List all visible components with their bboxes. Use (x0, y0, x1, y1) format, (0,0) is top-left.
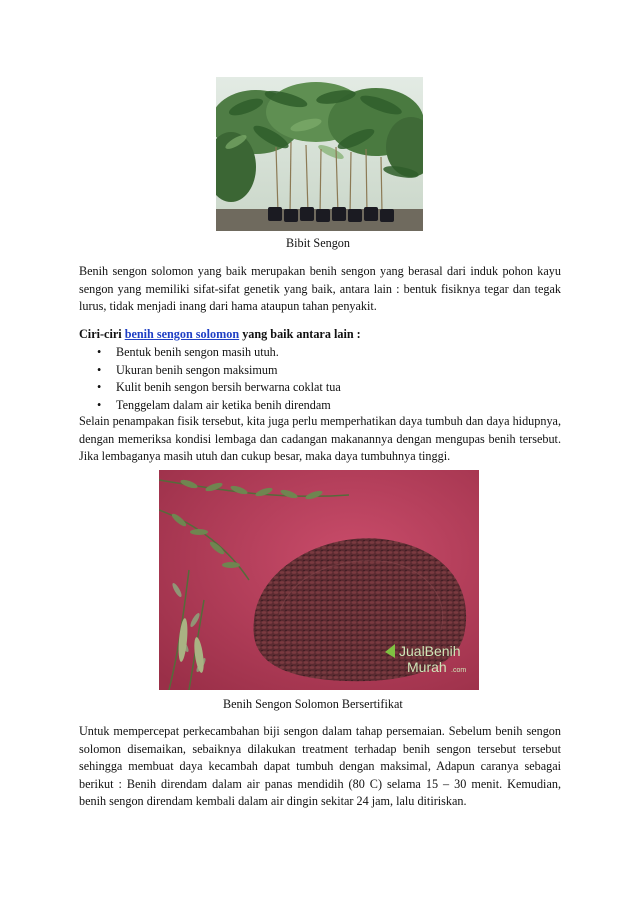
seeds-image (159, 470, 479, 690)
criteria-heading-prefix: Ciri-ciri (79, 327, 125, 341)
seedlings-image (216, 77, 423, 231)
figure-caption-seedlings: Bibit Sengon (286, 236, 350, 250)
list-item: • Tenggelam dalam air ketika benih direndam (79, 397, 341, 415)
watermark-line2: Murah (407, 659, 447, 675)
seedlings-photo (216, 77, 423, 231)
figure-caption-seeds: Benih Sengon Solomon Bersertifikat (223, 697, 403, 711)
list-item: • Ukuran benih sengon maksimum (79, 362, 341, 380)
paragraph-treatment: Untuk mempercepat perkecambahan biji sengon dalam tahap persemaian. Sebelum benih sengon solomon disemaikan, sebaiknya dilakukan treatment terhadap benih sengon tersebut tersebut sehingga membuat daya kecambah dapat tumbuh dengan maksimal, Adapun caranya sebagai berikut : Benih direndam dalam air panas mendidih (80 C) selama 15 – 30 menit. Kemudian, benih sengon direndam kembali dalam air dingin sekitar 24 jam, lalu ditiriskan. (79, 724, 561, 808)
seeds-photo (159, 470, 479, 690)
criteria-heading-suffix: yang baik antara lain : (239, 327, 361, 341)
paragraph-intro: Benih sengon solomon yang baik merupakan benih sengon yang berasal dari induk pohon kayu sengon yang memiliki sifat-sifat genetik yang baik, antara lain : bentuk fisiknya tegar dan tegak lurus, tidak menjadi inang dari hama ataupun tahan penyakit. (79, 264, 561, 313)
criteria-list (79, 344, 341, 414)
paragraph-viability: Selain penampakan fisik tersebut, kita juga perlu memperhatikan daya tumbuh dan daya hidupnya, dengan memeriksa kondisi lembaga dan cadangan makanannya dengan mengupas benih tersebut. Jika lembaganya masih utuh dan cukup besar, maka daya tumbuhnya tinggi. (79, 414, 561, 463)
watermark-suffix: .com (451, 667, 467, 674)
criteria-heading (79, 327, 361, 342)
benih-sengon-solomon-link[interactable]: benih sengon solomon (124, 327, 240, 341)
watermark-line1: JualBenih (399, 643, 461, 659)
list-item: • Bentuk benih sengon masih utuh. (79, 344, 341, 362)
list-item: • Kulit benih sengon bersih berwarna coklat tua (79, 379, 341, 397)
